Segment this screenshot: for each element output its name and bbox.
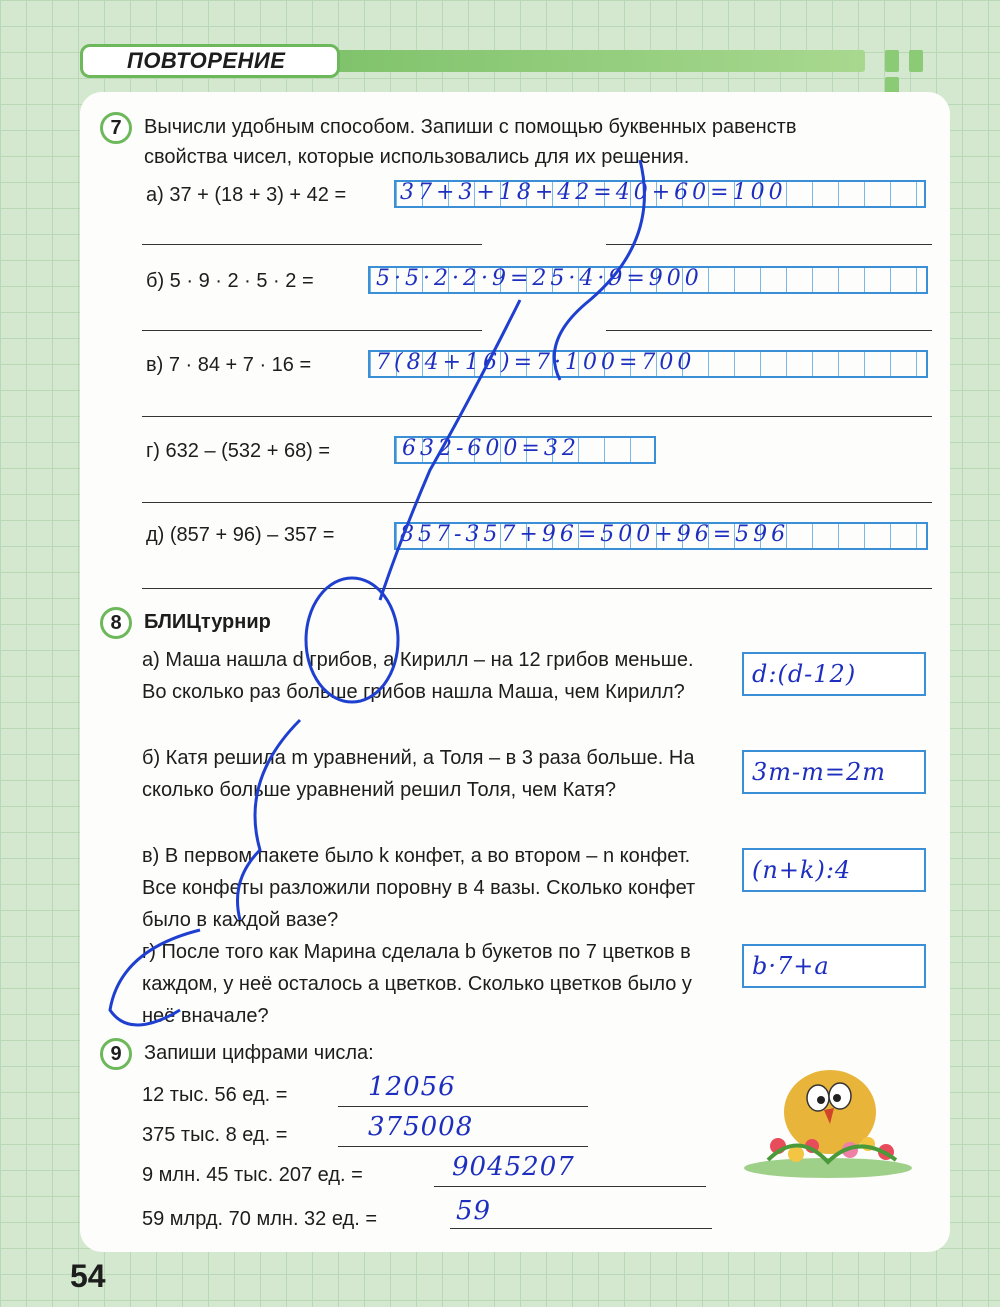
task-9d-label: 59 млрд. 70 млн. 32 ед. = xyxy=(142,1208,377,1230)
task-7b-answer: 5·5·2·2·9=25·4·9=900 xyxy=(376,266,703,291)
task-8c-text: в) В первом пакете было k конфет, а во втором – n конфет. Все конфеты разложили поровну в 4 вазы. Сколько конфет было в каждой вазе? xyxy=(142,845,696,931)
task-8d-answer-box[interactable] xyxy=(742,944,926,988)
task-9-number: 9 xyxy=(100,1038,132,1070)
answer-line[interactable] xyxy=(606,330,932,331)
answer-line[interactable] xyxy=(142,416,932,417)
task-9b-line[interactable] xyxy=(338,1146,588,1147)
task-8b-answer-box[interactable] xyxy=(742,750,926,794)
task-7a-answer-grid[interactable] xyxy=(394,180,926,208)
section-header xyxy=(80,44,950,80)
task-7b-expression: б) 5 · 9 · 2 · 5 · 2 = xyxy=(146,270,314,292)
task-8a-answer-box[interactable] xyxy=(742,652,926,696)
task-8b-answer: 3m-m=2m xyxy=(752,758,887,786)
task-9a-answer: 12056 xyxy=(368,1072,456,1102)
task-8b-text: б) Катя решила m уравнений, а Толя – в 3 раза больше. На сколько больше уравнений решил Толя, чем Катя? xyxy=(142,747,695,801)
task-8d-text: г) После того как Марина сделала b букетов по 7 цветков в каждом, у неё осталось a цветков. Сколько цветков было у неё вначале? xyxy=(142,941,692,1027)
task-7e-answer: 857-357+96=500+96=596 xyxy=(400,522,790,547)
task-8a-text: а) Маша нашла d грибов, а Кирилл – на 12 грибов меньше. Во сколько раз больше грибов нашла Маша, чем Кирилл? xyxy=(142,649,694,703)
task-7-instruction-line1: Вычисли удобным способом. Запиши с помощью буквенных равенств xyxy=(144,116,797,138)
task-9-instruction: Запиши цифрами числа: xyxy=(144,1042,374,1064)
task-9a-label: 12 тыс. 56 ед. = xyxy=(142,1084,288,1106)
answer-line[interactable] xyxy=(142,588,932,589)
section-title: ПОВТОРЕНИЕ xyxy=(80,44,340,78)
task-7c-answer: 7(84+16)=7·100=700 xyxy=(376,350,696,375)
answer-line[interactable] xyxy=(606,244,932,245)
task-7d-answer-grid[interactable] xyxy=(394,436,656,464)
task-8c-answer-box[interactable] xyxy=(742,848,926,892)
task-7d-expression: г) 632 – (532 + 68) = xyxy=(146,440,331,462)
task-8d-answer: b·7+a xyxy=(752,952,830,980)
task-9d-answer: 59 xyxy=(456,1196,492,1226)
task-7a-answer: 37+3+18+42=40+60=100 xyxy=(400,180,787,205)
chick-with-flowers-illustration xyxy=(738,1050,918,1180)
task-7e-answer-grid[interactable] xyxy=(394,522,928,550)
task-8c-answer: (n+k):4 xyxy=(752,856,852,884)
page-number: 54 xyxy=(70,1258,106,1294)
task-7b-answer-grid[interactable] xyxy=(368,266,928,294)
header-green-bar xyxy=(320,50,865,72)
task-7a-expression: а) 37 + (18 + 3) + 42 = xyxy=(146,184,347,206)
task-8-number: 8 xyxy=(100,607,132,639)
task-8a-answer: d:(d-12) xyxy=(752,660,857,688)
answer-line[interactable] xyxy=(142,502,932,503)
task-7-number: 7 xyxy=(100,112,132,144)
task-9c-label: 9 млн. 45 тыс. 207 ед. = xyxy=(142,1164,363,1186)
task-7c-expression: в) 7 · 84 + 7 · 16 = xyxy=(146,354,312,376)
task-7-instruction-line2: свойства чисел, которые использовались для их решения. xyxy=(144,146,690,168)
task-8-title: БЛИЦтурнир xyxy=(144,611,271,633)
task-9d-line[interactable] xyxy=(450,1228,712,1229)
task-9b-answer: 375008 xyxy=(368,1112,474,1142)
answer-line[interactable] xyxy=(142,244,482,245)
task-7d-answer: 632-600=32 xyxy=(402,436,580,461)
task-7e-expression: д) (857 + 96) – 357 = xyxy=(146,524,335,546)
task-9c-line[interactable] xyxy=(434,1186,706,1187)
answer-line[interactable] xyxy=(142,330,482,331)
task-9b-label: 375 тыс. 8 ед. = xyxy=(142,1124,288,1146)
task-9a-line[interactable] xyxy=(338,1106,588,1107)
task-7c-answer-grid[interactable] xyxy=(368,350,928,378)
task-9c-answer: 9045207 xyxy=(452,1152,575,1182)
